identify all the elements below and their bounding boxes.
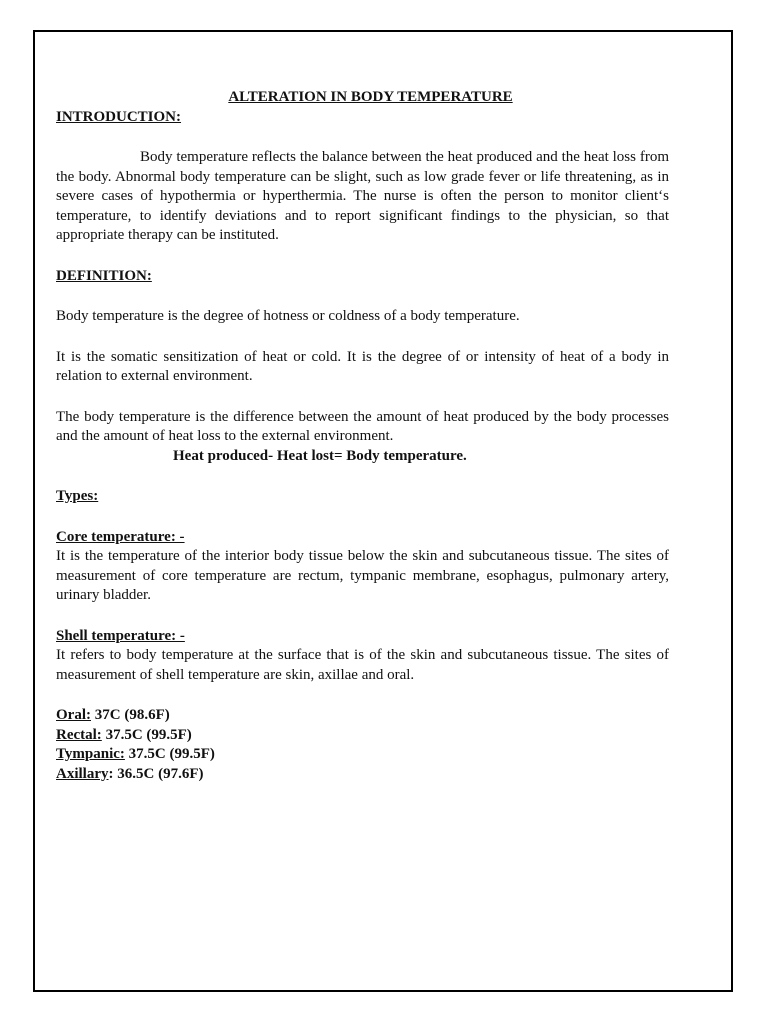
rectal-value: 37.5C (99.5F) (101, 726, 192, 743)
normal-values-list (56, 706, 669, 784)
axillary-value-row (56, 765, 669, 785)
core-temperature-heading: Core temperature: - (56, 528, 185, 545)
shell-temperature-heading: Shell temperature: - (56, 627, 185, 644)
oral-label: Oral: (56, 707, 91, 723)
oral-value-row (56, 706, 669, 726)
tympanic-value-row (56, 745, 669, 765)
definition-heading: DEFINITION: (56, 267, 152, 284)
introduction-heading: INTRODUCTION: (56, 108, 182, 125)
axillary-label: Axillary (56, 765, 109, 782)
rectal-label: Rectal: (56, 726, 102, 743)
oral-value: 37C (98.6F) (91, 707, 170, 723)
axillary-value: : 36.5C (97.6F) (108, 765, 204, 782)
definition-paragraph-1: Body temperature is the degree of hotness or coldness of a body temperature. (56, 308, 520, 324)
document-title: ALTERATION IN BODY TEMPERATURE (228, 89, 513, 105)
shell-temperature-paragraph: It refers to body temperature at the surface that is of the skin and subcutaneous tissue. The sites of measurement of shell temperature are skin, axillae and oral. (56, 647, 669, 683)
temperature-formula: Heat produced- Heat lost= Body temperature. (173, 447, 467, 464)
definition-paragraph-3: The body temperature is the difference between the amount of heat produced by the body processes and the amount of heat loss to the external environment. (56, 408, 669, 444)
document-body (56, 88, 669, 784)
introduction-paragraph: Body temperature reflects the balance between the heat produced and the heat loss from the body. Abnormal body temperature can be slight, such as low grade fever or life threatening, as in severe cases of hypothermia or hyperthermia. The nurse is often the person to monitor client‘s temperature, to identify deviations and to report significant findings to the physician, so that appropriate therapy can be instituted. (56, 149, 669, 243)
tympanic-label: Tympanic: (56, 746, 125, 762)
tympanic-value: 37.5C (99.5F) (124, 746, 215, 762)
definition-paragraph-2: It is the somatic sensitization of heat or cold. It is the degree of or intensity of heat of a body in relation to external environment. (56, 348, 669, 384)
core-temperature-paragraph: It is the temperature of the interior body tissue below the skin and subcutaneous tissue. The sites of measurement of core temperature are rectum, tympanic membrane, esophagus, pulmonary artery, urinary bladder. (56, 548, 669, 603)
rectal-value-row (56, 726, 669, 746)
types-heading: Types: (56, 488, 99, 504)
